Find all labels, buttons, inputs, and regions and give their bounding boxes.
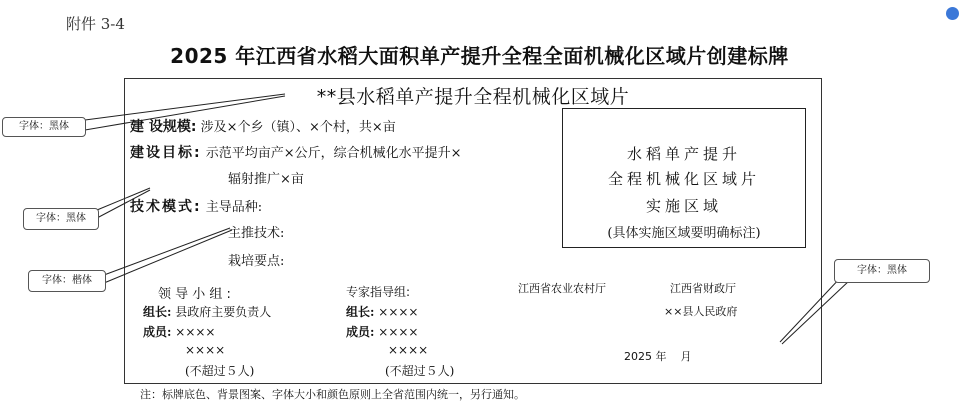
callout-font-heiti-2: 字体：黑体: [23, 208, 99, 230]
experts-members-1: ××××: [378, 325, 419, 339]
map-note: (具体实施区域要明确标注): [607, 226, 761, 241]
map-line-2: 全程机械化区域片: [607, 170, 760, 188]
leadership-heading: 领 导 小 组 :: [158, 287, 231, 302]
leadership-members-label: 成员:: [143, 325, 172, 339]
callout-font-heiti-1: 字体：黑体: [2, 117, 86, 137]
leadership-limit: (不超过５人): [185, 364, 255, 378]
leadership-leader-value: 县政府主要负责人: [175, 305, 272, 319]
issuer-county: ××县人民政府: [664, 305, 738, 318]
goal-value-1: 示范平均亩产×公斤，综合机械化水平提升×: [205, 146, 462, 161]
issue-date: 2025 年 月: [624, 350, 692, 363]
experts-members-2: ××××: [388, 343, 429, 357]
issuer-dept-2: 江西省财政厅: [670, 282, 736, 295]
document-title: 2025 年江西省水稻大面积单产提升全程全面机械化区域片创建标牌: [170, 44, 789, 68]
footnote: 注：标牌底色、背景图案、字体大小和颜色原则上全省范围内统一，另行通知。: [140, 388, 525, 401]
leadership-leader-label: 组长:: [143, 305, 172, 319]
map-line-1: 水稻单产提升: [626, 145, 741, 163]
leadership-members-2: ××××: [185, 343, 226, 357]
scale-label: 建 设规模:: [130, 119, 197, 135]
callout-font-kaiti: 字体：楷体: [28, 270, 106, 292]
experts-leader-value: ××××: [378, 305, 419, 319]
experts-limit: (不超过５人): [385, 364, 455, 378]
board-title: **县水稻单产提升全程机械化区域片: [316, 86, 630, 108]
map-line-3: 实施区域: [645, 197, 722, 215]
goal-label: 建设目标:: [130, 145, 202, 161]
leadership-members-1: ××××: [175, 325, 216, 339]
scale-value: 涉及×个乡（镇）、×个村，共×亩: [200, 120, 396, 135]
experts-leader-label: 组长:: [346, 305, 375, 319]
callout-font-heiti-3: 字体：黑体: [834, 259, 930, 283]
tech-item-3: 栽培要点:: [228, 254, 285, 269]
tech-item-1: 主导品种:: [205, 200, 263, 215]
goal-value-2: 辐射推广×亩: [228, 172, 304, 187]
tech-label: 技术模式:: [130, 199, 202, 215]
experts-heading: 专家指导组:: [346, 285, 411, 299]
experts-members-label: 成员:: [346, 325, 375, 339]
attachment-label: 附件 3-4: [66, 15, 125, 33]
tech-item-2: 主推技术:: [228, 226, 285, 241]
issuer-dept-1: 江西省农业农村厅: [518, 282, 606, 295]
